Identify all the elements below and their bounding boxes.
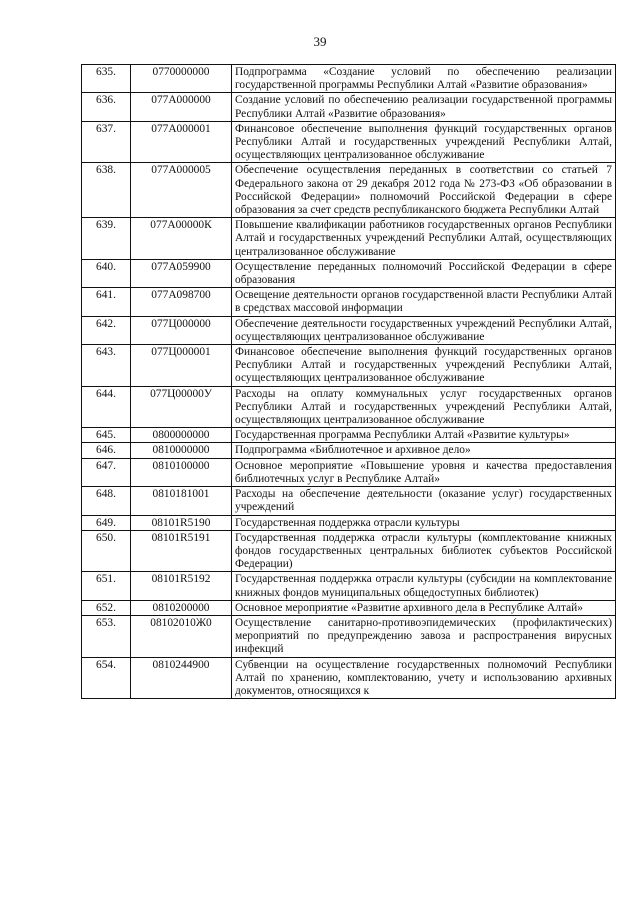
row-number: 652.: [82, 600, 131, 615]
row-name: Осуществление санитарно-противоэпидемических (профилактических) мероприятий по предупреждению завоза и распространения вирусных инфекций: [232, 615, 616, 657]
row-code: 077А000000: [131, 93, 232, 121]
row-code: 08102010Ж0: [131, 615, 232, 657]
row-number: 637.: [82, 121, 131, 163]
row-code: 077Ц000001: [131, 345, 232, 387]
table-row: [82, 458, 616, 486]
row-number: 638.: [82, 163, 131, 218]
budget-codes-table: [81, 64, 616, 699]
row-name: Государственная программа Республики Алтай «Развитие культуры»: [232, 428, 616, 443]
row-code: 08101R5192: [131, 572, 232, 600]
table-row: [82, 316, 616, 344]
row-code: 0770000000: [131, 65, 232, 93]
row-code: 077А098700: [131, 288, 232, 316]
table-row: [82, 443, 616, 458]
row-number: 646.: [82, 443, 131, 458]
table-row: [82, 93, 616, 121]
row-name: Расходы на оплату коммунальных услуг государственных органов Республики Алтай и государственных учреждений Республики Алтай, осуществляющих централизованное обслуживание: [232, 386, 616, 428]
row-name: Финансовое обеспечение выполнения функций государственных органов Республики Алтай и государственных учреждений Республики Алтай, осуществляющих централизованное обслуживание: [232, 345, 616, 387]
row-code: 077Ц000000: [131, 316, 232, 344]
row-name: Основное мероприятие «Развитие архивного дела в Республике Алтай»: [232, 600, 616, 615]
row-number: 648.: [82, 487, 131, 515]
table-row: [82, 259, 616, 287]
row-name: Финансовое обеспечение выполнения функций государственных органов Республики Алтай и государственных учреждений Республики Алтай, осуществляющих централизованное обслуживание: [232, 121, 616, 163]
row-code: 077А000005: [131, 163, 232, 218]
row-code: 077А059900: [131, 259, 232, 287]
table-row: [82, 288, 616, 316]
table-row: [82, 515, 616, 530]
row-number: 645.: [82, 428, 131, 443]
table-row: [82, 163, 616, 218]
table-row: [82, 428, 616, 443]
table-row: [82, 121, 616, 163]
table-row: [82, 657, 616, 699]
row-name: Обеспечение осуществления переданных в соответствии со статьей 7 Федерального закона от 29 декабря 2012 года № 273-ФЗ «Об образовании в Российской Федерации» полномочий Российской Федерации в сфере образования за счет средств республиканского бюджета Республики Алтай: [232, 163, 616, 218]
table-row: [82, 218, 616, 260]
row-name: Создание условий по обеспечению реализации государственной программы Республики Алтай «Развитие образования»: [232, 93, 616, 121]
row-number: 639.: [82, 218, 131, 260]
row-name: Обеспечение деятельности государственных учреждений Республики Алтай, осуществляющих централизованное обслуживание: [232, 316, 616, 344]
table-row: [82, 572, 616, 600]
row-code: 077А00000К: [131, 218, 232, 260]
row-name: Государственная поддержка отрасли культуры (комплектование книжных фондов государственных центральных библиотек субъектов Российской Федерации): [232, 530, 616, 572]
table-row: [82, 345, 616, 387]
row-name: Освещение деятельности органов государственной власти Республики Алтай в средствах массовой информации: [232, 288, 616, 316]
row-number: 654.: [82, 657, 131, 699]
table-row: [82, 600, 616, 615]
table-body: [82, 65, 616, 699]
row-code: 08101R5191: [131, 530, 232, 572]
page-number: 39: [313, 34, 327, 49]
row-code: 0810100000: [131, 458, 232, 486]
row-code: 0810000000: [131, 443, 232, 458]
row-number: 644.: [82, 386, 131, 428]
row-number: 636.: [82, 93, 131, 121]
table-row: [82, 530, 616, 572]
row-name: Подпрограмма «Библиотечное и архивное дело»: [232, 443, 616, 458]
row-number: 647.: [82, 458, 131, 486]
row-number: 651.: [82, 572, 131, 600]
table-row: [82, 615, 616, 657]
row-name: Осуществление переданных полномочий Российской Федерации в сфере образования: [232, 259, 616, 287]
row-number: 650.: [82, 530, 131, 572]
row-number: 641.: [82, 288, 131, 316]
row-code: 077А000001: [131, 121, 232, 163]
row-code: 0810181001: [131, 487, 232, 515]
row-number: 649.: [82, 515, 131, 530]
row-code: 08101R5190: [131, 515, 232, 530]
row-number: 640.: [82, 259, 131, 287]
row-number: 635.: [82, 65, 131, 93]
row-code: 077Ц00000У: [131, 386, 232, 428]
row-name: Государственная поддержка отрасли культуры: [232, 515, 616, 530]
row-name: Государственная поддержка отрасли культуры (субсидии на комплектование книжных фондов муниципальных общедоступных библиотек): [232, 572, 616, 600]
row-number: 653.: [82, 615, 131, 657]
row-name: Повышение квалификации работников государственных органов Республики Алтай и государственных учреждений Республики Алтай, осуществляющих централизованное обслуживание: [232, 218, 616, 260]
row-number: 642.: [82, 316, 131, 344]
row-code: 0800000000: [131, 428, 232, 443]
row-code: 0810244900: [131, 657, 232, 699]
row-name: Расходы на обеспечение деятельности (оказание услуг) государственных учреждений: [232, 487, 616, 515]
row-number: 643.: [82, 345, 131, 387]
row-name: Субвенции на осуществление государственных полномочий Республики Алтай по хранению, комплектованию, учету и использованию архивных документов, относящихся к: [232, 657, 616, 699]
table-row: [82, 65, 616, 93]
table-row: [82, 487, 616, 515]
row-name: Основное мероприятие «Повышение уровня и качества предоставления библиотечных услуг в Республике Алтай»: [232, 458, 616, 486]
row-name: Подпрограмма «Создание условий по обеспечению реализации государственной программы Республики Алтай «Развитие образования»: [232, 65, 616, 93]
row-code: 0810200000: [131, 600, 232, 615]
table-row: [82, 386, 616, 428]
